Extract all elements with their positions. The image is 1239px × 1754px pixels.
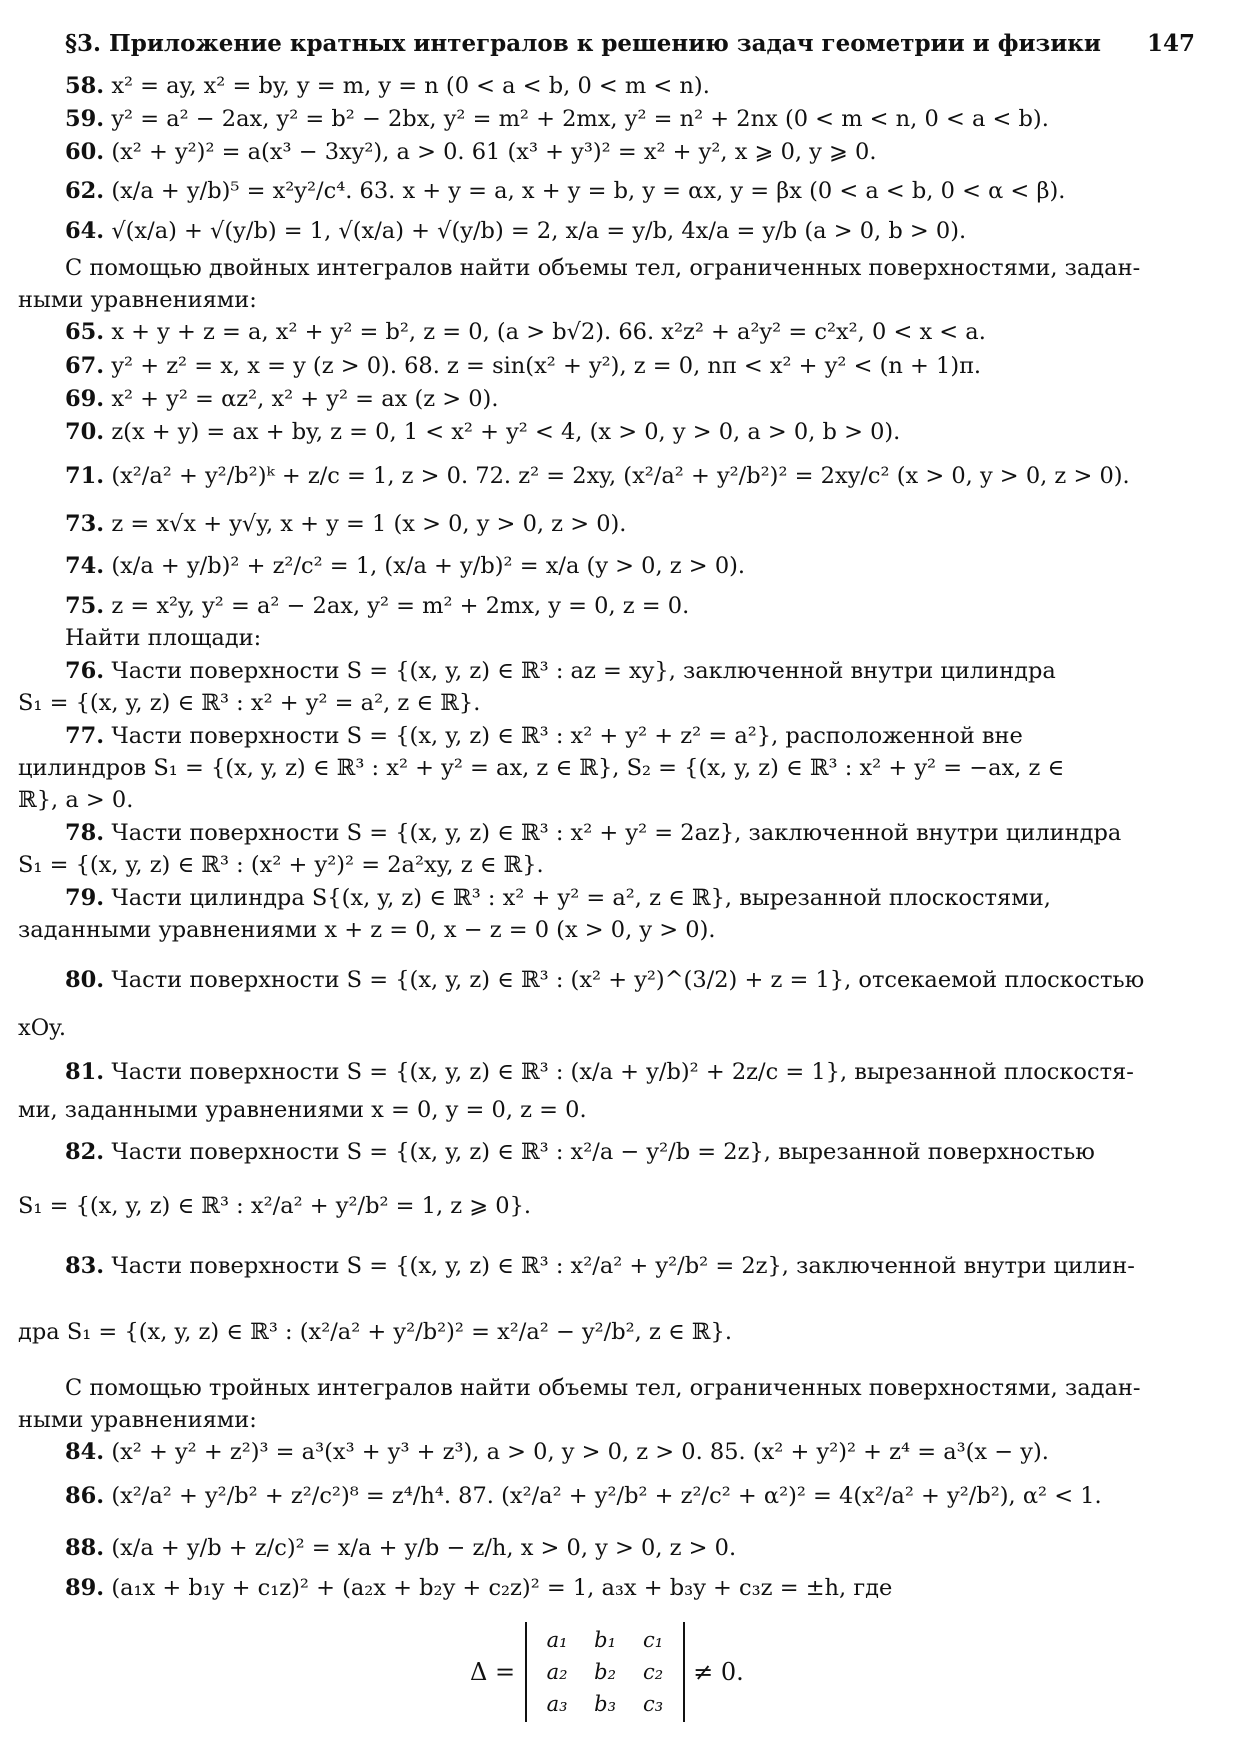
matrix-cell: b₃	[594, 1691, 617, 1716]
problem-86	[65, 1480, 1102, 1513]
text-line	[65, 252, 1140, 285]
problem-text: Части поверхности S = {(x, y, z) ∈ ℝ³ : az = xy}, заключенной внутри цилиндра	[111, 658, 1056, 684]
problem-number: 64.	[65, 218, 105, 244]
problem-83	[65, 1250, 1135, 1283]
problem-number: 88.	[65, 1535, 105, 1561]
problem-79	[65, 882, 1051, 915]
matrix-cell: c₃	[642, 1691, 664, 1716]
problem-number: 69.	[65, 386, 105, 412]
problem-88	[65, 1532, 736, 1565]
text-line	[18, 914, 716, 947]
problem-84	[65, 1436, 1049, 1469]
problem-text: (x²/a² + y²/b²)ᵏ + z/c = 1, z > 0. 72. z² = 2xy, (x²/a² + y²/b²)² = 2xy/c² (x > 0, y > 0, z > 0).	[111, 463, 1130, 489]
problem-65	[65, 316, 986, 349]
problem-number: 78.	[65, 820, 105, 846]
problem-number: 62.	[65, 178, 105, 204]
text-line	[65, 622, 261, 655]
problem-69	[65, 383, 498, 416]
problem-text: y² = a² − 2ax, y² = b² − 2bx, y² = m² + 2mx, y² = n² + 2nx (0 < m < n, 0 < a < b).	[111, 106, 1049, 132]
problem-text: (x/a + y/b)² + z²/c² = 1, (x/a + y/b)² = x/a (y > 0, z > 0).	[111, 553, 746, 579]
problem-text: ми, заданными уравнениями x = 0, y = 0, z = 0.	[18, 1097, 587, 1123]
problem-number: 65.	[65, 319, 105, 345]
problem-text: дра S₁ = {(x, y, z) ∈ ℝ³ : (x²/a² + y²/b²)² = x²/a² − y²/b², z ∈ ℝ}.	[18, 1319, 732, 1345]
problem-text: z(x + y) = ax + by, z = 0, 1 < x² + y² < 4, (x > 0, y > 0, a > 0, b > 0).	[111, 419, 901, 445]
matrix-cell: c₂	[642, 1659, 664, 1684]
problem-text: Части поверхности S = {(x, y, z) ∈ ℝ³ : x²/a² + y²/b² = 2z}, заключенной внутри цилин-	[111, 1253, 1135, 1279]
matrix-cell: b₁	[594, 1627, 617, 1652]
matrix-cell: c₁	[642, 1627, 664, 1652]
problem-text: √(x/a) + √(y/b) = 1, √(x/a) + √(y/b) = 2, x/a = y/b, 4x/a = y/b (a > 0, b > 0).	[111, 218, 967, 244]
determinant-matrix	[527, 1624, 683, 1720]
problem-text: y² + z² = x, x = y (z > 0). 68. z = sin(x² + y²), z = 0, nπ < x² + y² < (n + 1)π.	[111, 353, 982, 379]
problem-67	[65, 350, 981, 383]
problem-number: 71.	[65, 463, 105, 489]
problem-text: (x/a + y/b)⁵ = x²y²/c⁴. 63. x + y = a, x + y = b, y = αx, y = βx (0 < a < b, 0 < α < β).	[111, 178, 1066, 204]
text-line	[18, 1190, 531, 1223]
determinant	[470, 1622, 744, 1722]
problem-text: С помощью тройных интегралов найти объемы тел, ограниченных поверхностями, задан-	[65, 1375, 1141, 1401]
problem-number: 83.	[65, 1253, 105, 1279]
problem-number: 67.	[65, 353, 105, 379]
text-line	[18, 687, 480, 720]
problem-70	[65, 416, 900, 449]
problem-82	[65, 1136, 1095, 1169]
text-line	[18, 849, 544, 882]
problem-number: 70.	[65, 419, 105, 445]
problem-text: (x²/a² + y²/b² + z²/c²)⁸ = z⁴/h⁴. 87. (x²/a² + y²/b² + z²/c² + α²)² = 4(x²/a² + y²/b²), α² < 1.	[111, 1483, 1102, 1509]
text-line	[65, 1372, 1141, 1405]
problem-80	[65, 964, 1144, 997]
problem-text: (x/a + y/b + z/c)² = x/a + y/b − z/h, x > 0, y > 0, z > 0.	[111, 1535, 737, 1561]
problem-number: 89.	[65, 1575, 105, 1601]
problem-text: Части поверхности S = {(x, y, z) ∈ ℝ³ : (x² + y²)^(3/2) + z = 1}, отсекаемой плоскостью	[111, 967, 1145, 993]
problem-number: 58.	[65, 73, 105, 99]
problem-text: S₁ = {(x, y, z) ∈ ℝ³ : x² + y² = a², z ∈ ℝ}.	[18, 690, 481, 716]
problem-number: 77.	[65, 723, 105, 749]
text-line	[18, 284, 257, 317]
problem-60	[65, 136, 877, 169]
problem-number: 60.	[65, 139, 105, 165]
text-line	[18, 1316, 732, 1349]
problem-text: Части поверхности S = {(x, y, z) ∈ ℝ³ : x²/a − y²/b = 2z}, вырезанной поверхностью	[111, 1139, 1095, 1165]
problem-number: 79.	[65, 885, 105, 911]
section-title: §3. Приложение кратных интегралов к решению задач геометрии и физики	[65, 30, 1101, 57]
problem-text: Части поверхности S = {(x, y, z) ∈ ℝ³ : (x/a + y/b)² + 2z/c = 1}, вырезанной плоскостя-	[111, 1059, 1134, 1085]
problem-text: Найти площади:	[65, 625, 262, 651]
text-line	[18, 1404, 257, 1437]
problem-text: С помощью двойных интегралов найти объемы тел, ограниченных поверхностями, задан-	[65, 255, 1141, 281]
problem-text: xOy.	[18, 1015, 67, 1041]
text-line	[18, 1012, 66, 1045]
problem-78	[65, 817, 1121, 850]
problem-76	[65, 655, 1056, 688]
problem-59	[65, 103, 1049, 136]
problem-77	[65, 720, 1023, 753]
problem-58	[65, 70, 710, 103]
problem-text: ными уравнениями:	[18, 287, 257, 313]
problem-text: заданными уравнениями x + z = 0, x − z = 0 (x > 0, y > 0).	[18, 917, 716, 943]
problem-number: 82.	[65, 1139, 105, 1165]
matrix-cell: b₂	[594, 1659, 617, 1684]
problem-75	[65, 590, 689, 623]
problem-89	[65, 1572, 892, 1605]
problem-text: Части поверхности S = {(x, y, z) ∈ ℝ³ : x² + y² + z² = a²}, расположенной вне	[111, 723, 1023, 749]
matrix-cell: a₃	[546, 1691, 568, 1716]
problem-text: z = x²y, y² = a² − 2ax, y² = m² + 2mx, y = 0, z = 0.	[111, 593, 690, 619]
problem-number: 76.	[65, 658, 105, 684]
problem-text: (a₁x + b₁y + c₁z)² + (a₂x + b₂y + c₂z)² = 1, a₃x + b₃y + c₃z = ±h, где	[111, 1575, 893, 1601]
text-line	[18, 784, 133, 817]
problem-number: 80.	[65, 967, 105, 993]
problem-64	[65, 215, 966, 248]
determinant-right-bar	[683, 1622, 685, 1722]
problem-text: S₁ = {(x, y, z) ∈ ℝ³ : (x² + y²)² = 2a²xy, z ∈ ℝ}.	[18, 852, 544, 878]
problem-text: ℝ}, a > 0.	[18, 787, 134, 813]
problem-text: x² + y² = αz², x² + y² = ax (z > 0).	[111, 386, 499, 412]
page-number: 147	[1146, 30, 1195, 57]
problem-74	[65, 550, 745, 583]
problem-number: 74.	[65, 553, 105, 579]
problem-81	[65, 1056, 1134, 1089]
running-header	[65, 28, 1195, 61]
problem-number: 86.	[65, 1483, 105, 1509]
problem-text: S₁ = {(x, y, z) ∈ ℝ³ : x²/a² + y²/b² = 1, z ⩾ 0}.	[18, 1193, 532, 1219]
problem-text: x² = ay, x² = by, y = m, y = n (0 < a < b, 0 < m < n).	[111, 73, 710, 99]
determinant-suffix: ≠ 0.	[693, 1657, 744, 1686]
problem-text: Части поверхности S = {(x, y, z) ∈ ℝ³ : x² + y² = 2az}, заключенной внутри цилиндра	[111, 820, 1122, 846]
problem-number: 59.	[65, 106, 105, 132]
matrix-cell: a₂	[546, 1659, 568, 1684]
problem-text: z = x√x + y√y, x + y = 1 (x > 0, y > 0, z > 0).	[111, 511, 627, 537]
determinant-label: Δ =	[470, 1657, 516, 1686]
problem-number: 73.	[65, 511, 105, 537]
problem-number: 84.	[65, 1439, 105, 1465]
problem-text: Части цилиндра S{(x, y, z) ∈ ℝ³ : x² + y² = a², z ∈ ℝ}, вырезанной плоскостями,	[111, 885, 1051, 911]
problem-text: (x² + y²)² = a(x³ − 3xy²), a > 0. 61 (x³ + y³)² = x² + y², x ⩾ 0, y ⩾ 0.	[111, 139, 877, 165]
problem-text: x + y + z = a, x² + y² = b², z = 0, (a > b√2). 66. x²z² + a²y² = c²x², 0 < x < a.	[111, 319, 986, 345]
problem-text: ными уравнениями:	[18, 1407, 257, 1433]
text-line	[18, 752, 1064, 785]
problem-number: 81.	[65, 1059, 105, 1085]
text-line	[18, 1094, 587, 1127]
problem-number: 75.	[65, 593, 105, 619]
problem-62	[65, 175, 1065, 208]
problem-73	[65, 508, 626, 541]
problem-text: цилиндров S₁ = {(x, y, z) ∈ ℝ³ : x² + y² = ax, z ∈ ℝ}, S₂ = {(x, y, z) ∈ ℝ³ : x² + y² = −ax, z ∈	[18, 755, 1065, 781]
problem-71	[65, 460, 1130, 493]
matrix-cell: a₁	[546, 1627, 568, 1652]
problem-text: (x² + y² + z²)³ = a³(x³ + y³ + z³), a > 0, y > 0, z > 0. 85. (x² + y²)² + z⁴ = a³(x − y).	[111, 1439, 1049, 1465]
